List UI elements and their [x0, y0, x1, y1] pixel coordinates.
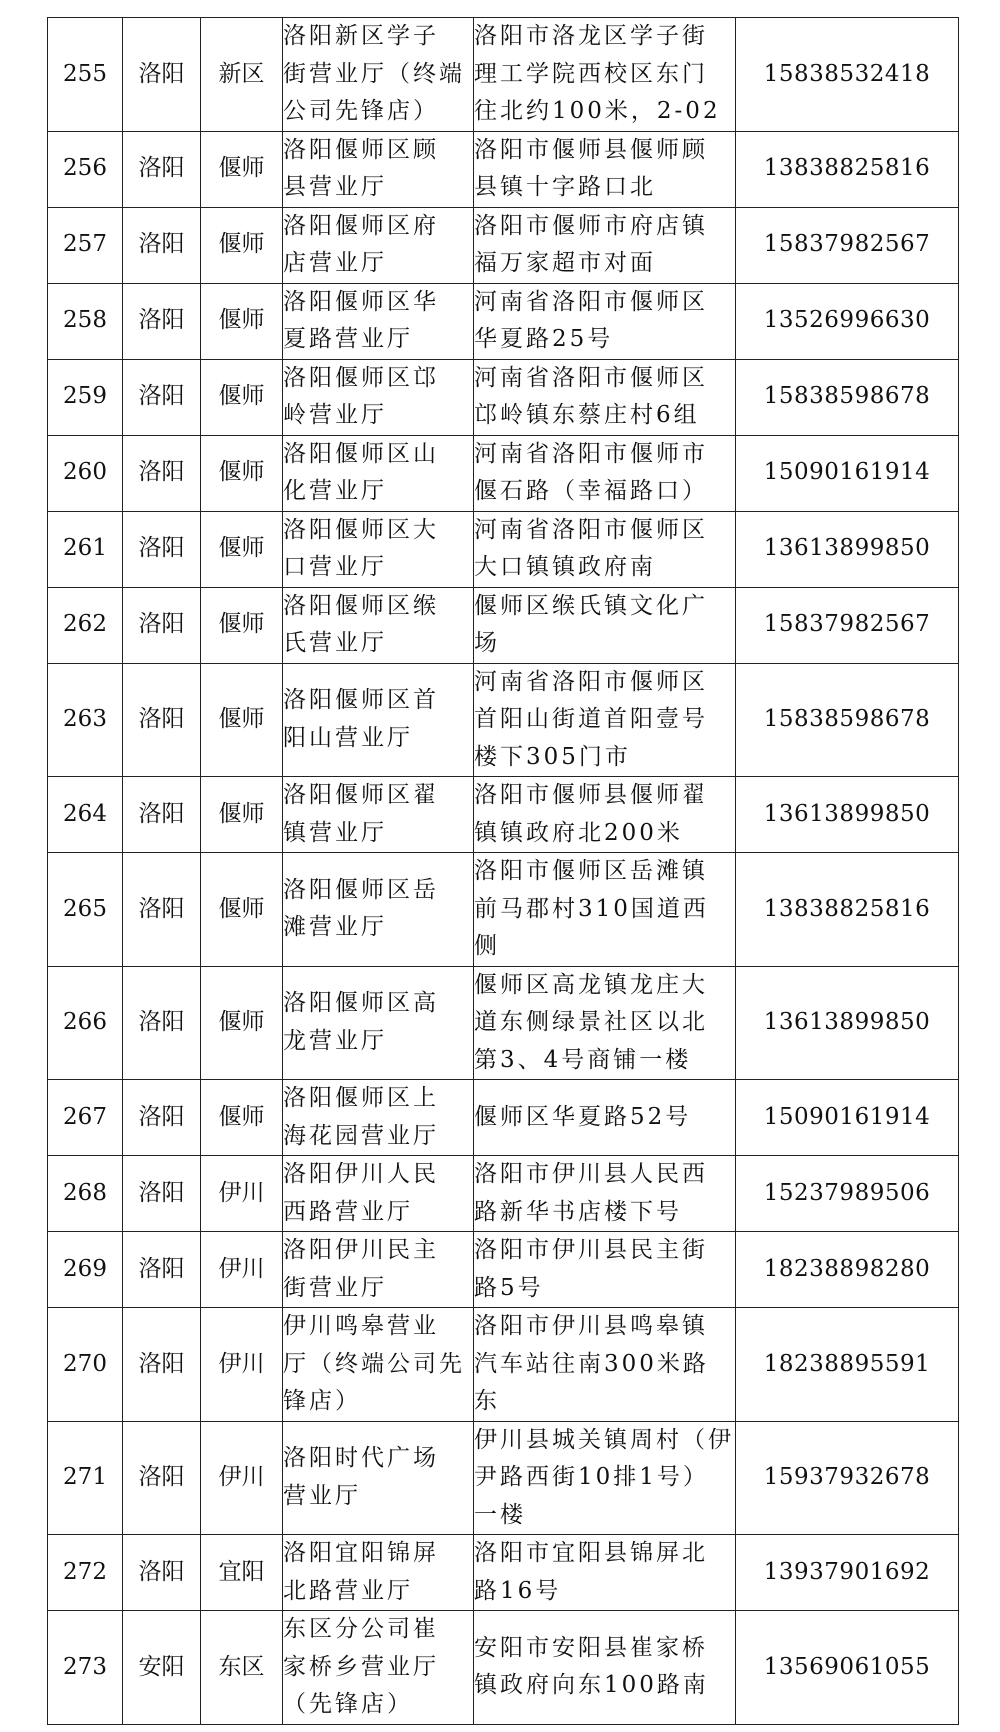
table-row	[48, 1535, 959, 1611]
row-number: 262	[48, 587, 123, 663]
phone-cell: 13937901692	[736, 1535, 959, 1611]
address-text: 河南省洛阳市偃师市 偃石路（幸福路口）	[474, 440, 708, 504]
address-cell	[474, 853, 736, 967]
row-number: 258	[48, 283, 123, 359]
hall-name-cell	[283, 1156, 474, 1232]
address-cell	[474, 587, 736, 663]
address-text: 河南省洛阳市偃师区 邙岭镇东蔡庄村6组	[474, 364, 708, 428]
hall-name-text: 伊川鸣皋营业 厅（终端公司先 锋店）	[283, 1313, 465, 1414]
hall-name-cell	[283, 511, 474, 587]
address-cell	[474, 1535, 736, 1611]
address-cell	[474, 1156, 736, 1232]
table-row	[48, 1611, 959, 1725]
district-cell: 东区	[201, 1611, 283, 1725]
phone-cell: 15937932678	[736, 1421, 959, 1535]
city-cell: 洛阳	[123, 359, 201, 435]
city-cell: 洛阳	[123, 1080, 201, 1156]
address-text: 洛阳市偃师区岳滩镇 前马郡村310国道西 侧	[474, 858, 709, 959]
hall-name-text: 东区分公司崔 家桥乡营业厅 （先锋店）	[283, 1616, 439, 1717]
row-number: 268	[48, 1156, 123, 1232]
phone-cell: 18238898280	[736, 1232, 959, 1308]
city-cell: 洛阳	[123, 1535, 201, 1611]
district-cell: 偃师	[201, 663, 283, 777]
district-cell: 伊川	[201, 1308, 283, 1422]
hall-name-cell	[283, 663, 474, 777]
hall-name-cell	[283, 853, 474, 967]
row-number: 261	[48, 511, 123, 587]
table-row	[48, 853, 959, 967]
table-body	[48, 18, 959, 1725]
address-cell	[474, 1232, 736, 1308]
hall-name-cell	[283, 966, 474, 1080]
row-number: 271	[48, 1421, 123, 1535]
city-cell: 洛阳	[123, 283, 201, 359]
address-cell	[474, 18, 736, 132]
row-number: 269	[48, 1232, 123, 1308]
table-row	[48, 359, 959, 435]
district-cell: 偃师	[201, 777, 283, 853]
row-number: 255	[48, 18, 123, 132]
phone-cell: 15838598678	[736, 663, 959, 777]
city-cell: 洛阳	[123, 663, 201, 777]
hall-name-text: 洛阳时代广场 营业厅	[283, 1445, 439, 1509]
phone-cell: 15090161914	[736, 435, 959, 511]
hall-name-cell	[283, 777, 474, 853]
phone-cell: 15837982567	[736, 207, 959, 283]
address-cell	[474, 1080, 736, 1156]
row-number: 263	[48, 663, 123, 777]
district-cell: 偃师	[201, 966, 283, 1080]
table-row	[48, 1156, 959, 1232]
table-row	[48, 1308, 959, 1422]
table-row	[48, 1232, 959, 1308]
district-cell: 偃师	[201, 207, 283, 283]
address-text: 洛阳市偃师市府店镇 福万家超市对面	[474, 212, 708, 276]
table-row	[48, 777, 959, 853]
address-text: 河南省洛阳市偃师区 华夏路25号	[474, 288, 708, 352]
row-number: 273	[48, 1611, 123, 1725]
phone-cell: 15237989506	[736, 1156, 959, 1232]
address-text: 伊川县城关镇周村（伊 尹路西街10排1号） 一楼	[474, 1426, 734, 1528]
hall-name-text: 洛阳偃师区府 店营业厅	[283, 212, 439, 276]
table-row	[48, 131, 959, 207]
hall-name-text: 洛阳偃师区翟 镇营业厅	[283, 782, 439, 846]
hall-name-cell	[283, 1232, 474, 1308]
service-hall-table	[47, 17, 959, 1725]
district-cell: 偃师	[201, 1080, 283, 1156]
address-text: 偃师区缑氏镇文化广 场	[474, 592, 708, 656]
address-cell	[474, 283, 736, 359]
phone-cell: 15837982567	[736, 587, 959, 663]
row-number: 265	[48, 853, 123, 967]
row-number: 267	[48, 1080, 123, 1156]
address-cell	[474, 435, 736, 511]
address-text: 安阳市安阳县崔家桥 镇政府向东100路南	[474, 1634, 709, 1699]
table-row	[48, 18, 959, 132]
hall-name-text: 洛阳偃师区高 龙营业厅	[283, 990, 439, 1054]
address-cell	[474, 131, 736, 207]
table-row	[48, 207, 959, 283]
phone-cell: 15838532418	[736, 18, 959, 132]
phone-cell: 13838825816	[736, 853, 959, 967]
address-cell	[474, 207, 736, 283]
city-cell: 洛阳	[123, 435, 201, 511]
table-row	[48, 587, 959, 663]
hall-name-text: 洛阳宜阳锦屏 北路营业厅	[283, 1540, 439, 1604]
hall-name-text: 洛阳伊川民主 街营业厅	[283, 1237, 439, 1301]
row-number: 266	[48, 966, 123, 1080]
address-cell	[474, 511, 736, 587]
district-cell: 偃师	[201, 359, 283, 435]
address-text: 洛阳市伊川县人民西 路新华书店楼下号	[474, 1161, 708, 1225]
hall-name-cell	[283, 359, 474, 435]
row-number: 264	[48, 777, 123, 853]
row-number: 270	[48, 1308, 123, 1422]
table-row	[48, 511, 959, 587]
hall-name-text: 洛阳偃师区大 口营业厅	[283, 516, 439, 580]
city-cell: 洛阳	[123, 18, 201, 132]
city-cell: 洛阳	[123, 511, 201, 587]
address-text: 洛阳市偃师县偃师顾 县镇十字路口北	[474, 136, 708, 200]
address-cell	[474, 663, 736, 777]
phone-cell: 15838598678	[736, 359, 959, 435]
city-cell: 洛阳	[123, 207, 201, 283]
address-cell	[474, 966, 736, 1080]
address-cell	[474, 1308, 736, 1422]
phone-cell: 13838825816	[736, 131, 959, 207]
hall-name-text: 洛阳伊川人民 西路营业厅	[283, 1161, 439, 1225]
phone-cell: 13613899850	[736, 511, 959, 587]
hall-name-cell	[283, 1080, 474, 1156]
district-cell: 宜阳	[201, 1535, 283, 1611]
hall-name-cell	[283, 587, 474, 663]
district-cell: 伊川	[201, 1156, 283, 1232]
hall-name-cell	[283, 283, 474, 359]
address-text: 河南省洛阳市偃师区 大口镇镇政府南	[474, 516, 708, 580]
district-cell: 伊川	[201, 1232, 283, 1308]
address-text: 洛阳市伊川县民主街 路5号	[474, 1237, 708, 1301]
hall-name-cell	[283, 1421, 474, 1535]
hall-name-text: 洛阳新区学子 街营业厅（终端 公司先锋店）	[283, 23, 465, 124]
district-cell: 伊川	[201, 1421, 283, 1535]
hall-name-text: 洛阳偃师区邙 岭营业厅	[283, 364, 439, 428]
row-number: 256	[48, 131, 123, 207]
address-text: 偃师区华夏路52号	[474, 1103, 692, 1130]
district-cell: 偃师	[201, 435, 283, 511]
phone-cell: 13526996630	[736, 283, 959, 359]
address-text: 洛阳市伊川县鸣皋镇 汽车站往南300米路 东	[474, 1313, 709, 1414]
city-cell: 洛阳	[123, 1156, 201, 1232]
hall-name-cell	[283, 18, 474, 132]
address-cell	[474, 777, 736, 853]
address-text: 洛阳市洛龙区学子街 理工学院西校区东门 往北约100米，2-02	[474, 23, 721, 124]
table-row	[48, 1421, 959, 1535]
hall-name-text: 洛阳偃师区岳 滩营业厅	[283, 876, 439, 941]
table-row	[48, 435, 959, 511]
city-cell: 洛阳	[123, 966, 201, 1080]
city-cell: 安阳	[123, 1611, 201, 1725]
table-row	[48, 283, 959, 359]
hall-name-cell	[283, 1308, 474, 1422]
hall-name-text: 洛阳偃师区顾 县营业厅	[283, 136, 439, 200]
hall-name-text: 洛阳偃师区首 阳山营业厅	[283, 687, 439, 751]
table-row	[48, 663, 959, 777]
phone-cell: 13569061055	[736, 1611, 959, 1725]
district-cell: 偃师	[201, 283, 283, 359]
hall-name-cell	[283, 1611, 474, 1725]
table-row	[48, 1080, 959, 1156]
phone-cell: 18238895591	[736, 1308, 959, 1422]
address-cell	[474, 359, 736, 435]
district-cell: 偃师	[201, 131, 283, 207]
address-cell	[474, 1421, 736, 1535]
address-text: 偃师区高龙镇龙庄大 道东侧绿景社区以北 第3、4号商铺一楼	[474, 971, 708, 1073]
district-cell: 偃师	[201, 587, 283, 663]
row-number: 272	[48, 1535, 123, 1611]
hall-name-text: 洛阳偃师区缑 氏营业厅	[283, 592, 439, 656]
district-cell: 偃师	[201, 511, 283, 587]
city-cell: 洛阳	[123, 1308, 201, 1422]
table-row	[48, 966, 959, 1080]
hall-name-text: 洛阳偃师区华 夏路营业厅	[283, 288, 439, 352]
address-text: 洛阳市宜阳县锦屏北 路16号	[474, 1540, 708, 1604]
city-cell: 洛阳	[123, 853, 201, 967]
district-cell: 新区	[201, 18, 283, 132]
address-text: 河南省洛阳市偃师区 首阳山街道首阳壹号 楼下305门市	[474, 668, 708, 770]
city-cell: 洛阳	[123, 1421, 201, 1535]
phone-cell: 15090161914	[736, 1080, 959, 1156]
city-cell: 洛阳	[123, 131, 201, 207]
city-cell: 洛阳	[123, 777, 201, 853]
city-cell: 洛阳	[123, 1232, 201, 1308]
hall-name-text: 洛阳偃师区山 化营业厅	[283, 440, 439, 504]
hall-name-cell	[283, 207, 474, 283]
city-cell: 洛阳	[123, 587, 201, 663]
hall-name-cell	[283, 131, 474, 207]
address-text: 洛阳市偃师县偃师翟 镇镇政府北200米	[474, 782, 708, 846]
phone-cell: 13613899850	[736, 777, 959, 853]
address-cell	[474, 1611, 736, 1725]
phone-cell: 13613899850	[736, 966, 959, 1080]
hall-name-cell	[283, 1535, 474, 1611]
row-number: 260	[48, 435, 123, 511]
district-cell: 偃师	[201, 853, 283, 967]
hall-name-cell	[283, 435, 474, 511]
row-number: 257	[48, 207, 123, 283]
hall-name-text: 洛阳偃师区上 海花园营业厅	[283, 1085, 439, 1149]
row-number: 259	[48, 359, 123, 435]
